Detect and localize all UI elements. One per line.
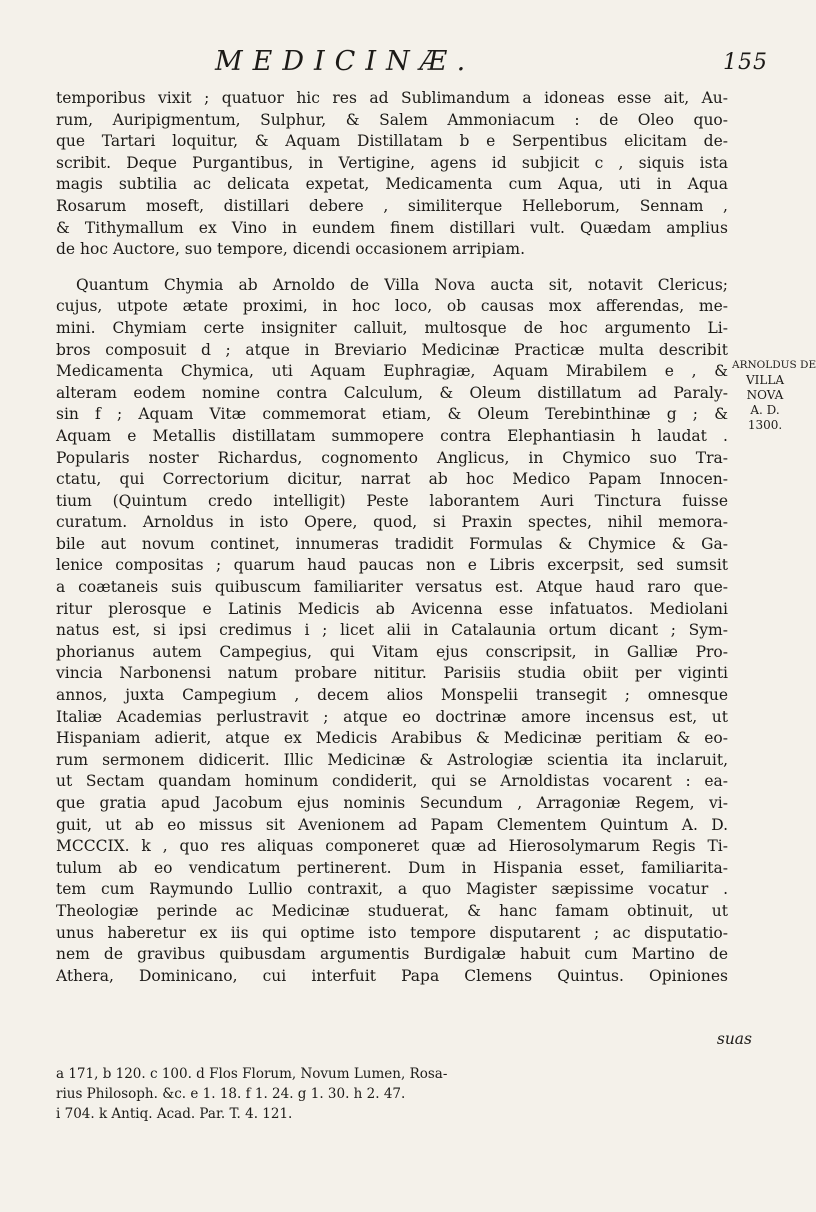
text-line: Medicamenta Chymica, uti Aquam Euphragiæ, Aquam Mirabilem e , &	[56, 362, 728, 381]
text-line: rum sermonem didicerit. Illic Medicinæ & Astrologiæ scientia ita inclaruit,	[56, 750, 728, 769]
text-line: ritur plerosque e Latinis Medicis ab Avicenna esse infatuatos. Mediolani	[56, 599, 728, 618]
text-line: ut Sectam quandam hominum condiderit, qui se Arnoldistas vocarent : ea-	[56, 772, 728, 791]
text-line: annos, juxta Campegium , decem alios Monspelii transegit ; omnesque	[56, 686, 728, 705]
text-line: Italiæ Academias perlustravit ; atque eo doctrinæ amore incensus est, ut	[56, 707, 728, 726]
footnote-line: rius Philosoph. &c. e 1. 18. f 1. 24. g 1. 30. h 2. 47.	[56, 1086, 406, 1102]
page-header	[0, 46, 800, 86]
margin-note-line: A. D.	[750, 403, 780, 417]
text-line: scribit. Deque Purgantibus, in Vertigine, agens id subjicit c , siquis ista	[56, 153, 728, 172]
text-line: que Tartari loquitur, & Aquam Distillatam b e Serpentibus elicitam de-	[56, 132, 728, 151]
text-line: mini. Chymiam certe insigniter calluit, multosque de hoc argumento Li-	[56, 318, 728, 337]
text-line: MCCCIX. k , quo res aliquas componeret quæ ad Hierosolymarum Regis Ti-	[56, 837, 728, 856]
body-text	[56, 88, 728, 987]
text-line: magis subtilia ac delicata expetat, Medicamenta cum Aqua, uti in Aqua	[56, 175, 728, 194]
text-line: unus haberetur ex iis qui optime isto tempore disputarent ; ac disputatio-	[56, 923, 728, 942]
margin-note-line: 1300.	[747, 418, 783, 432]
text-line: alteram eodem nomine contra Calculum, & Oleum distillatum ad Paraly-	[56, 383, 728, 402]
text-line: a coætaneis suis quibuscum familiariter versatus est. Atque haud raro que-	[56, 578, 728, 597]
text-line: ctatu, qui Correctorium dicitur, narrat ab hoc Medico Papam Innocen-	[56, 470, 728, 489]
text-line: Athera, Dominicano, cui interfuit Papa Clemens Quintus. Opiniones	[56, 966, 728, 985]
text-line: bros composuit d ; atque in Breviario Medicinæ Practicæ multa describit	[56, 340, 728, 359]
running-title: MEDICINÆ.	[215, 46, 476, 77]
page-number: 155	[723, 50, 768, 75]
text-line: tulum ab eo vendicatum pertinerent. Dum in Hispania esset, familiarita-	[56, 858, 728, 877]
text-line: cujus, utpote ætate proximi, in hoc loco, ob causas mox afferendas, me-	[56, 297, 728, 316]
margin-note-line: ARNOLDUS DE	[732, 359, 816, 371]
text-line: que gratia apud Jacobum ejus nominis Secundum , Arragoniæ Regem, vi-	[56, 794, 728, 812]
text-line: tium (Quintum credo intelligit) Peste laborantem Auri Tinctura fuisse	[56, 491, 728, 510]
text-line: phorianus autem Campegius, qui Vitam ejus conscripsit, in Galliæ Pro-	[56, 642, 728, 661]
text-line: vincia Narbonensi natum probare nititur. Parisiis studia obiit per viginti	[56, 664, 728, 683]
margin-note-line: VILLA	[745, 373, 784, 387]
catchword: suas	[716, 1030, 752, 1048]
text-line: Popularis noster Richardus, cognomento Anglicus, in Chymico suo Tra-	[56, 448, 728, 467]
text-line: guit, ut ab eo missus sit Avenionem ad Papam Clementem Quintum A. D.	[56, 815, 728, 834]
text-line: Rosarum moseft, distillari debere , similiterque Helleborum, Sennam ,	[56, 196, 728, 215]
text-line: natus est, si ipsi credimus i ; licet alii in Catalaunia ortum dicant ; Sym-	[56, 621, 728, 640]
text-line: Aquam e Metallis distillatam summopere contra Elephantiasin h laudat .	[56, 426, 728, 445]
text-line: Theologiæ perinde ac Medicinæ studuerat, & hanc famam obtinuit, ut	[56, 901, 728, 920]
footnote-line: i 704. k Antiq. Acad. Par. T. 4. 121.	[56, 1106, 293, 1122]
text-line: nem de gravibus quibusdam argumentis Burdigalæ habuit cum Martino de	[56, 945, 728, 964]
margin-note	[732, 358, 816, 433]
footnote-line: a 171, b 120. c 100. d Flos Florum, Novum Lumen, Rosa-	[56, 1066, 448, 1082]
footnotes	[56, 1064, 746, 1124]
text-line: bile aut novum continet, innumeras tradidit Formulas & Chymice & Ga-	[56, 534, 728, 553]
margin-note-line: NOVA	[746, 388, 784, 402]
text-line: Hispaniam adierit, atque ex Medicis Arabibus & Medicinæ peritiam & eo-	[56, 729, 728, 748]
text-line: curatum. Arnoldus in isto Opere, quod, si Praxin spectes, nihil memora-	[56, 513, 728, 532]
text-line: sin f ; Aquam Vitæ commemorat etiam, & Oleum Terebinthinæ g ; &	[56, 405, 728, 424]
text-line: temporibus vixit ; quatuor hic res ad Sublimandum a idoneas esse ait, Au-	[56, 89, 728, 107]
text-line: Quantum Chymia ab Arnoldo de Villa Nova aucta sit, notavit Clericus;	[76, 275, 728, 294]
text-line: rum, Auripigmentum, Sulphur, & Salem Ammoniacum : de Oleo quo-	[56, 110, 728, 129]
text-line: lenice compositas ; quarum haud paucas non e Libris excerpsit, sed sumsit	[56, 556, 728, 575]
text-line: & Tithymallum ex Vino in eundem finem distillari vult. Quædam amplius	[56, 218, 728, 237]
text-line: tem cum Raymundo Lullio contraxit, a quo Magister sæpissime vocatur .	[56, 880, 728, 899]
text-line: de hoc Auctore, suo tempore, dicendi occasionem arripiam.	[56, 240, 526, 259]
